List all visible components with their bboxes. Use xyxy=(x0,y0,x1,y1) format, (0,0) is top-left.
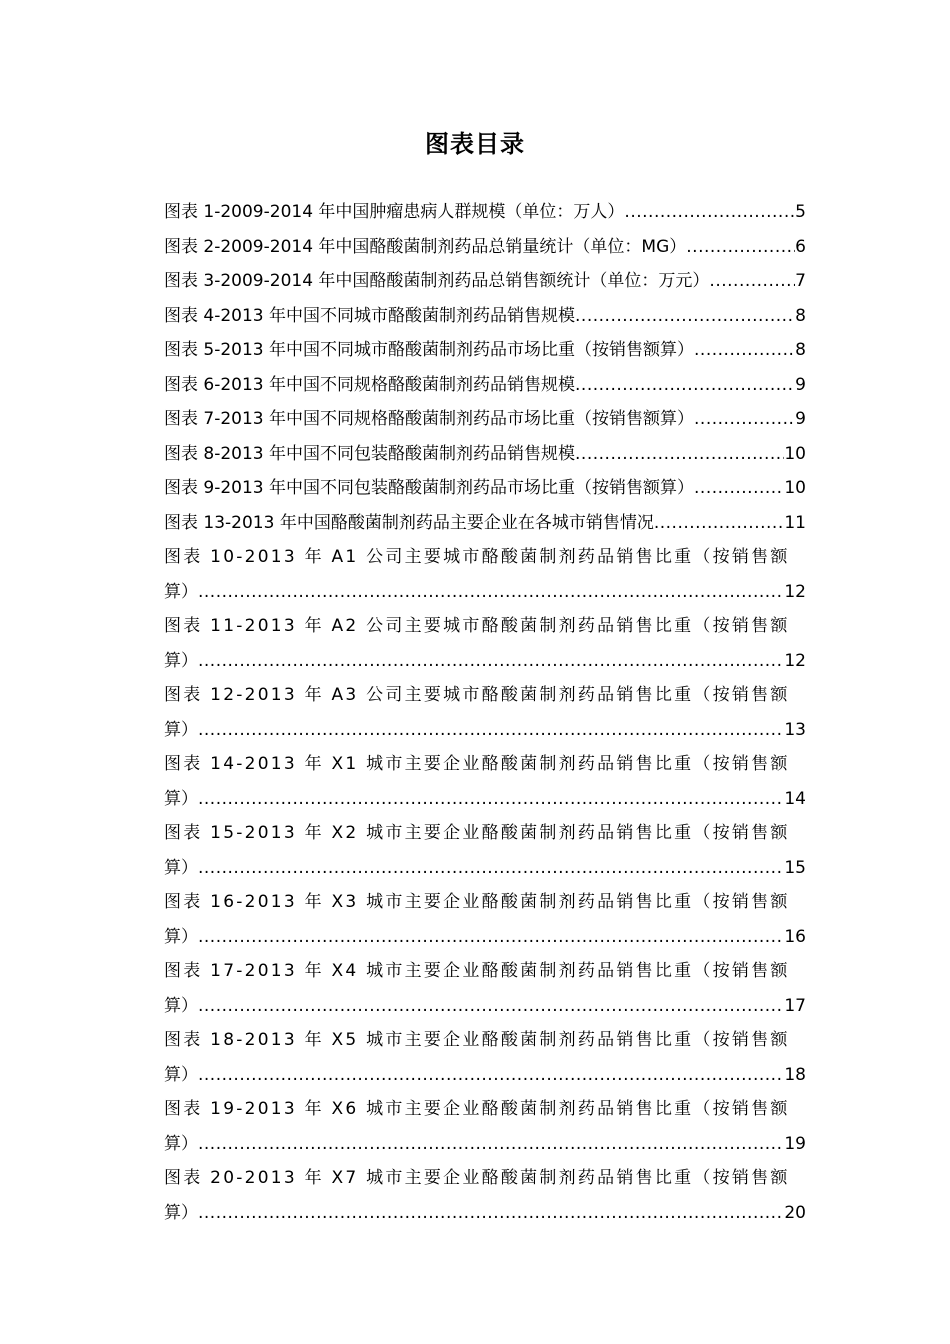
toc-page-number: 18 xyxy=(784,1064,806,1085)
toc-entry-text: 图表 13-2013 年中国酪酸菌制剂药品主要企业在各城市销售情况 xyxy=(164,512,654,533)
toc-entry-text: 图表 3-2009-2014 年中国酪酸菌制剂药品总销售额统计（单位：万元） xyxy=(164,271,710,291)
toc-entry-text: 图表 8-2013 年中国不同包装酪酸菌制剂药品销售规模 xyxy=(164,443,576,464)
toc-entry-text-continued: 算） xyxy=(164,926,198,947)
toc-entry[interactable] xyxy=(164,437,806,472)
toc-dot-leader xyxy=(198,782,784,817)
toc-entry-line xyxy=(164,885,806,920)
toc-page-number: 10 xyxy=(784,443,806,464)
toc-dot-leader xyxy=(686,230,795,265)
toc-entry-line xyxy=(164,264,806,299)
toc-entry-line xyxy=(164,1127,806,1162)
toc-entry[interactable] xyxy=(164,609,806,678)
toc-entry-text: 图表 7-2013 年中国不同规格酪酸菌制剂药品市场比重（按销售额算） xyxy=(164,409,695,429)
toc-dot-leader xyxy=(654,506,785,541)
toc-entry[interactable] xyxy=(164,678,806,747)
toc-entry-line xyxy=(164,954,806,989)
toc-entry-line xyxy=(164,471,806,506)
toc-entry-text: 图表 4-2013 年中国不同城市酪酸菌制剂药品销售规模 xyxy=(164,305,576,326)
toc-entry-text: 图表 12-2013 年 A3 公司主要城市酪酸菌制剂药品销售比重（按销售额 xyxy=(164,685,790,705)
toc-page-number: 17 xyxy=(784,995,806,1016)
toc-page-number: 19 xyxy=(784,1133,806,1154)
toc-entry-line xyxy=(164,713,806,748)
toc-dot-leader xyxy=(694,333,795,368)
toc-dot-leader xyxy=(694,402,795,437)
toc-dot-leader xyxy=(198,851,784,886)
toc-entry-line xyxy=(164,575,806,610)
toc-page-number: 10 xyxy=(784,478,806,498)
toc-title: 图表目录 xyxy=(425,130,525,158)
toc-entry-line xyxy=(164,540,806,575)
toc-entry-line xyxy=(164,816,806,851)
toc-entry-line xyxy=(164,402,806,437)
toc-entry-line xyxy=(164,1058,806,1093)
toc-entry-text-continued: 算） xyxy=(164,719,198,740)
toc-dot-leader xyxy=(198,575,784,610)
toc-dot-leader xyxy=(198,920,784,955)
toc-page-number: 14 xyxy=(784,788,806,809)
toc-entry-text: 图表 11-2013 年 A2 公司主要城市酪酸菌制剂药品销售比重（按销售额 xyxy=(164,616,790,636)
toc-entry-text: 图表 1-2009-2014 年中国肿瘤患病人群规模（单位：万人） xyxy=(164,202,625,222)
toc-entry[interactable] xyxy=(164,1161,806,1230)
toc-entry-text-continued: 算） xyxy=(164,995,198,1016)
toc-entry-line xyxy=(164,1023,806,1058)
toc-entry-text-continued: 算） xyxy=(164,788,198,809)
toc-page-number: 20 xyxy=(784,1202,806,1223)
toc-entry-text: 图表 2-2009-2014 年中国酪酸菌制剂药品总销量统计（单位：MG） xyxy=(164,236,687,257)
toc-entry-line xyxy=(164,678,806,713)
toc-dot-leader xyxy=(198,1058,784,1093)
toc-entry[interactable] xyxy=(164,299,806,334)
toc-entry-line xyxy=(164,782,806,817)
toc-entry-text: 图表 18-2013 年 X5 城市主要企业酪酸菌制剂药品销售比重（按销售额 xyxy=(164,1030,790,1050)
toc-dot-leader xyxy=(575,368,795,403)
toc-entry-text: 图表 14-2013 年 X1 城市主要企业酪酸菌制剂药品销售比重（按销售额 xyxy=(164,754,790,774)
toc-entry-text: 图表 9-2013 年中国不同包装酪酸菌制剂药品市场比重（按销售额算） xyxy=(164,478,695,498)
toc-page-number: 7 xyxy=(795,271,806,291)
toc-entry-line xyxy=(164,1196,806,1231)
toc-page-number: 9 xyxy=(795,409,806,429)
toc-entry[interactable] xyxy=(164,230,806,265)
toc-page-number: 13 xyxy=(784,719,806,740)
toc-entry[interactable] xyxy=(164,540,806,609)
toc-page-number: 16 xyxy=(784,926,806,947)
toc-entry-text-continued: 算） xyxy=(164,581,198,602)
toc-entry-line xyxy=(164,747,806,782)
toc-entry[interactable] xyxy=(164,333,806,368)
toc-entry-text: 图表 10-2013 年 A1 公司主要城市酪酸菌制剂药品销售比重（按销售额 xyxy=(164,547,790,567)
toc-entry-text: 图表 5-2013 年中国不同城市酪酸菌制剂药品市场比重（按销售额算） xyxy=(164,340,695,360)
toc-entry-text: 图表 20-2013 年 X7 城市主要企业酪酸菌制剂药品销售比重（按销售额 xyxy=(164,1168,790,1188)
toc-dot-leader xyxy=(624,195,795,230)
toc-entry-text-continued: 算） xyxy=(164,1064,198,1085)
toc-entry-text-continued: 算） xyxy=(164,1133,198,1154)
toc-entry-line xyxy=(164,644,806,679)
toc-dot-leader xyxy=(198,644,784,679)
toc-page-number: 12 xyxy=(784,650,806,671)
toc-entry[interactable] xyxy=(164,816,806,885)
toc-entry-text: 图表 19-2013 年 X6 城市主要企业酪酸菌制剂药品销售比重（按销售额 xyxy=(164,1099,790,1119)
toc-dot-leader xyxy=(694,471,784,506)
toc-entry-line xyxy=(164,506,806,541)
toc-entry-line xyxy=(164,299,806,334)
toc-entry[interactable] xyxy=(164,471,806,506)
toc-entry-text: 图表 15-2013 年 X2 城市主要企业酪酸菌制剂药品销售比重（按销售额 xyxy=(164,823,790,843)
toc-page-number: 11 xyxy=(784,512,806,533)
toc-dot-leader xyxy=(198,989,784,1024)
toc-page-number: 8 xyxy=(795,305,806,326)
toc-entry-text-continued: 算） xyxy=(164,857,198,878)
toc-entry-line xyxy=(164,333,806,368)
toc-dot-leader xyxy=(198,713,784,748)
toc-entry-text: 图表 16-2013 年 X3 城市主要企业酪酸菌制剂药品销售比重（按销售额 xyxy=(164,892,790,912)
toc-entry[interactable] xyxy=(164,506,806,541)
toc-entry[interactable] xyxy=(164,402,806,437)
toc-dot-leader xyxy=(198,1196,784,1231)
toc-entry-line xyxy=(164,230,806,265)
toc-entry-line xyxy=(164,195,806,230)
toc-page-number: 5 xyxy=(795,202,806,222)
toc-entry-line xyxy=(164,1092,806,1127)
toc-entry-text-continued: 算） xyxy=(164,650,198,671)
toc-page-number: 12 xyxy=(784,581,806,602)
toc-page-number: 15 xyxy=(784,857,806,878)
toc-dot-leader xyxy=(575,299,795,334)
toc-entry-line xyxy=(164,1161,806,1196)
toc-entry-text: 图表 17-2013 年 X4 城市主要企业酪酸菌制剂药品销售比重（按销售额 xyxy=(164,961,790,981)
toc-entry-line xyxy=(164,437,806,472)
toc-entry-line xyxy=(164,989,806,1024)
toc-entry-text-continued: 算） xyxy=(164,1202,198,1223)
toc-entry[interactable] xyxy=(164,195,806,230)
toc-list xyxy=(164,195,806,1230)
toc-dot-leader xyxy=(198,1127,784,1162)
toc-entry-line xyxy=(164,609,806,644)
toc-entry-line xyxy=(164,368,806,403)
toc-entry-line xyxy=(164,920,806,955)
toc-page-number: 6 xyxy=(795,236,806,257)
toc-entry[interactable] xyxy=(164,885,806,954)
toc-entry[interactable] xyxy=(164,1023,806,1092)
toc-dot-leader xyxy=(709,264,795,299)
toc-page-number: 8 xyxy=(795,340,806,360)
toc-page-number: 9 xyxy=(795,374,806,395)
toc-entry[interactable] xyxy=(164,1092,806,1161)
toc-entry-line xyxy=(164,851,806,886)
toc-entry[interactable] xyxy=(164,368,806,403)
toc-entry[interactable] xyxy=(164,954,806,1023)
toc-dot-leader xyxy=(575,437,784,472)
toc-entry-text: 图表 6-2013 年中国不同规格酪酸菌制剂药品销售规模 xyxy=(164,374,576,395)
toc-entry[interactable] xyxy=(164,264,806,299)
toc-entry[interactable] xyxy=(164,747,806,816)
